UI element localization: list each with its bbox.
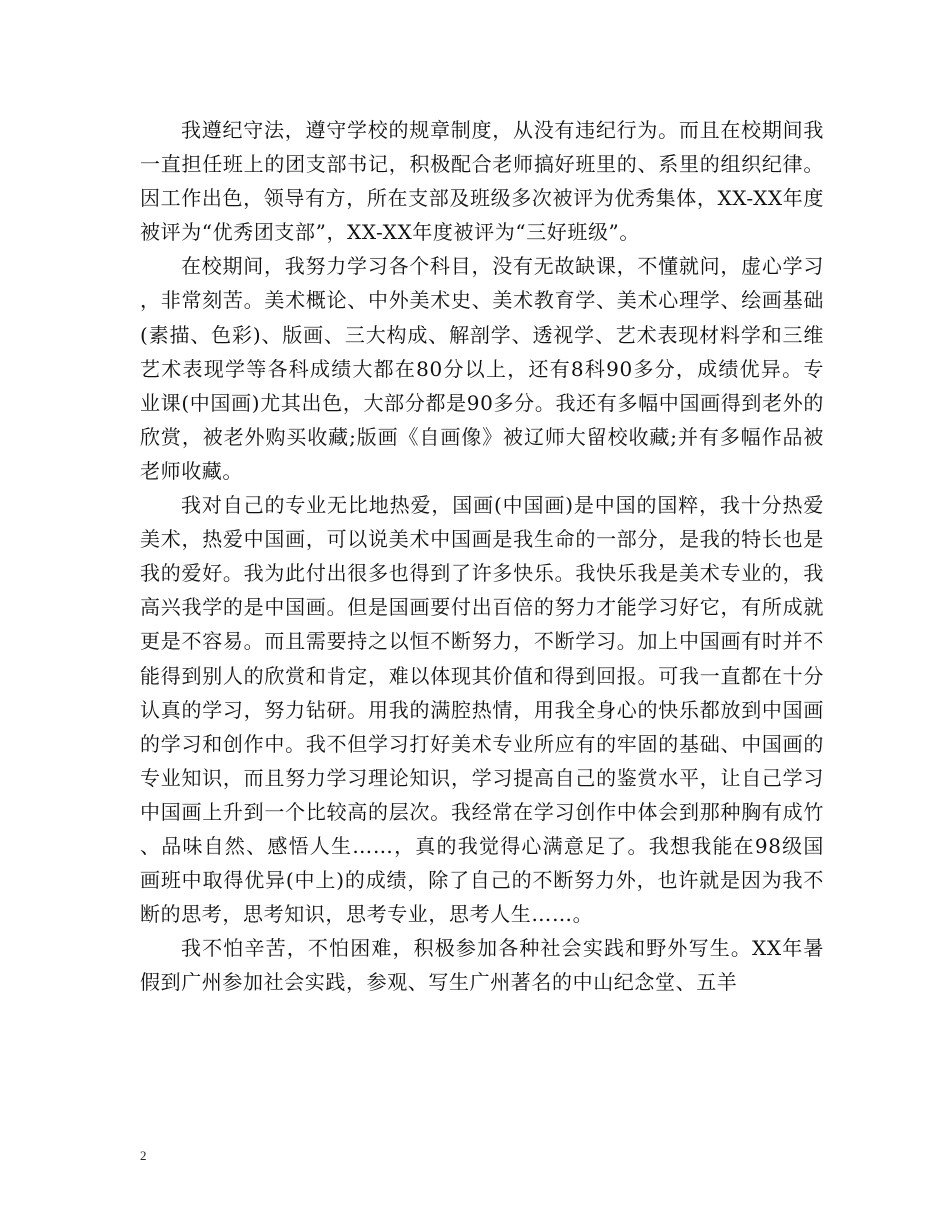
paragraph-social-practice: 我不怕辛苦，不怕困难，积极参加各种社会实践和野外写生。XX年暑假到广州参加社会实践，参观、写生广州著名的中山纪念堂、五羊 [140, 936, 824, 995]
paragraph-discipline: 我遵纪守法，遵守学校的规章制度，从没有违纪行为。而且在校期间我一直担任班上的团支部书记，积极配合老师搞好班里的、系里的组织纪律。因工作出色，领导有方，所在支部及班级多次被评为优秀集体，XX-XX年度被评为“优秀团支部”，XX-XX年度被评为“三好班级”。 [140, 118, 824, 245]
paragraph-studies: 在校期间，我努力学习各个科目，没有无故缺课，不懂就问，虚心学习，非常刻苦。美术概论、中外美术史、美术教育学、美术心理学、绘画基础(素描、色彩)、版画、三大构成、解剖学、透视学、艺术表现材料学和三维艺术表现学等各科成绩大都在80分以上，还有8科90多分，成绩优异。专业课(中国画)尤其出色，大部分都是90多分。我还有多幅中国画得到老外的欣赏，被老外购买收藏;版画《自画像》被辽师大留校收藏;并有多幅作品被老师收藏。 [140, 254, 824, 483]
page-number: 2 [140, 1148, 147, 1163]
body-text [140, 113, 824, 999]
paragraph-passion-for-chinese-painting: 我对自己的专业无比地热爱，国画(中国画)是中国的国粹，我十分热爱美术，热爱中国画，可以说美术中国画是我生命的一部分，是我的特长也是我的爱好。我为此付出很多也得到了许多快乐。我快乐我是美术专业的，我高兴我学的是中国画。但是国画要付出百倍的努力才能学习好它，有所成就更是不容易。而且需要持之以恒不断努力，不断学习。加上中国画有时并不能得到别人的欣赏和肯定，难以体现其价值和得到回报。可我一直都在十分认真的学习，努力钻研。用我的满腔热情，用我全身心的快乐都放到中国画的学习和创作中。我不但学习打好美术专业所应有的牢固的基础、中国画的专业知识，而且努力学习理论知识，学习提高自己的鉴赏水平，让自己学习中国画上升到一个比较高的层次。我经常在学习创作中体会到那种胸有成竹、品味自然、感悟人生……，真的我觉得心满意足了。我想我能在98级国画班中取得优异(中上)的成绩，除了自己的不断努力外，也许就是因为我不断的思考，思考知识，思考专业，思考人生……。 [140, 493, 824, 927]
